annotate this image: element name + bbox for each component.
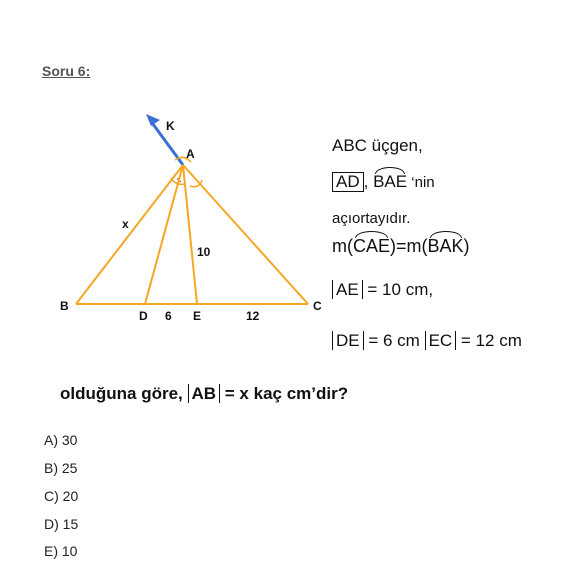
triangle-figure [50, 108, 320, 328]
de-length-value: = 6 cm [363, 331, 425, 350]
question-prompt [60, 384, 348, 404]
segment-de-notation: DE [332, 331, 364, 350]
condition-bisector-cont: açıortayıdır. [332, 210, 411, 227]
ec-length-value: = 12 cm [456, 331, 522, 350]
arrow-k-head [146, 114, 160, 126]
side-ab [76, 165, 183, 304]
label-x: x [122, 217, 129, 231]
segment-ad [145, 165, 183, 304]
label-e: E [193, 309, 202, 323]
segment-ab-notation: AB [188, 384, 221, 403]
angle-eq-m1: m( [332, 236, 353, 256]
option-c[interactable]: C) 20 [44, 488, 79, 504]
option-b[interactable]: B) 25 [44, 460, 78, 476]
label-d: D [139, 309, 148, 323]
label-a: A [186, 147, 195, 161]
condition-ae-length [332, 280, 433, 300]
label-k: K [166, 119, 175, 133]
label-de-length: 6 [165, 309, 172, 323]
condition-angle-equality [332, 236, 470, 257]
segment-ad-notation: AD [332, 172, 364, 192]
ae-length-value: = 10 cm, [362, 280, 434, 299]
prompt-prefix: olduğuna göre, [60, 384, 188, 403]
condition-bisector-suffix: ‘nin [407, 174, 435, 191]
side-ac [183, 165, 308, 304]
label-b: B [60, 299, 69, 313]
condition-de-ec-length [332, 331, 522, 351]
label-ae-length: 10 [197, 245, 211, 259]
segment-ec-notation: EC [425, 331, 457, 350]
angle-cae-notation: CAE [353, 236, 391, 256]
segment-ae [183, 165, 197, 304]
question-title: Soru 6: [42, 63, 91, 79]
option-e[interactable]: E) 10 [44, 543, 78, 559]
option-d[interactable]: D) 15 [44, 516, 79, 532]
angle-eq-end: ) [463, 236, 470, 256]
prompt-suffix: = x kaç cm’dir? [220, 384, 349, 403]
option-a[interactable]: A) 30 [44, 432, 78, 448]
condition-bisector: AD , BAE ‘nin [332, 172, 435, 192]
label-ec-length: 12 [246, 309, 260, 323]
label-c: C [313, 299, 322, 313]
angle-arc-right [190, 180, 202, 187]
angle-bak-notation: BAK [427, 236, 464, 256]
angle-eq-mid: )=m( [390, 236, 428, 256]
angle-bae-notation: BAE [373, 172, 408, 191]
angle-dots: ·. [176, 175, 182, 185]
segment-ae-notation: AE [332, 280, 363, 299]
condition-triangle: ABC üçgen, [332, 136, 423, 155]
